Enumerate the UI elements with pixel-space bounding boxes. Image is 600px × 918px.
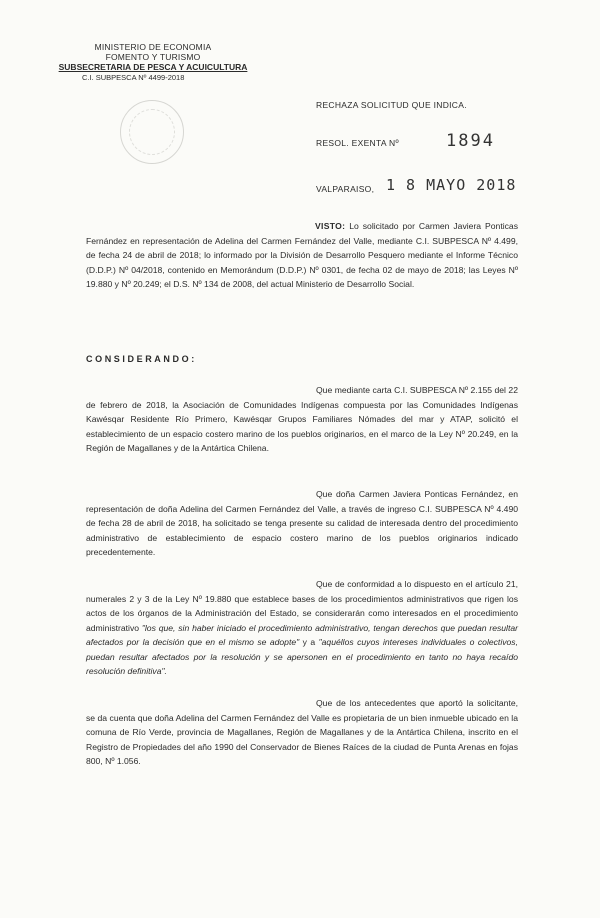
reference-number: C.I. SUBPESCA Nº 4499-2018	[82, 73, 185, 82]
resolution-label: RESOL. EXENTA Nº	[316, 138, 399, 148]
ministry-name: MINISTERIO DE ECONOMIA	[94, 42, 212, 52]
paragraph-1: Que mediante carta C.I. SUBPESCA Nº 2.155 del 22 de febrero de 2018, la Asociación de Comunidades Indígenas compuesta por las Comunidades Indígenas Kawésqar Residente Río Primero, Kawésqar Grupos Familiares Nómades del mar y ATAP, solicitó el establecimiento de un espacio costero marino de los pueblos originarios, en el marco de la Ley Nº 20.249, en la Región de Magallanes y de la Antártica Chilena.	[86, 385, 518, 453]
visto-label: VISTO:	[315, 221, 346, 231]
visto-text: Lo solicitado por Carmen Javiera Ponticas Fernández en representación de Adelina del Carmen Fernández del Valle, mediante C.I. SUBPESCA Nº 4.499, de fecha 24 de abril de 2018; lo informado por la División de Desarrollo Pesquero mediante el Informe Técnico (D.D.P.) Nº 04/2018, contenido en Memorándum (D.D.P.) Nº 0301, de fecha 02 de mayo de 2018; las Leyes Nº 19.880 y Nº 20.249; el D.S. Nº 134 de 2008, del actual Ministerio de Desarrollo Social.	[86, 221, 518, 289]
paragraph-3	[86, 577, 518, 679]
date-stamp: 1 8 MAYO 2018	[386, 176, 517, 194]
resolution-number: 1894	[446, 131, 495, 151]
paragraph-3-quote-2: "aquéllos cuyos intereses individuales o colectivos, puedan resultar afectados por la resolución y se apersonen en el procedimiento en tanto no haya recaído resolución definitiva".	[86, 637, 518, 676]
document-subject: RECHAZA SOLICITUD QUE INDICA.	[316, 100, 467, 110]
place-label: VALPARAISO,	[316, 184, 375, 194]
official-seal	[120, 100, 184, 164]
paragraph-3-connector: y a	[299, 637, 319, 647]
visto-section	[86, 219, 518, 292]
paragraph-4: Que de los antecedentes que aportó la solicitante, se da cuenta que doña Adelina del Carmen Fernández del Valle es propietaria de un bien inmueble ubicado en la comuna de Río Verde, provincia de Magallanes, Región de Magallanes y de la Antártica Chilena, inscrito en el Registro de Propiedades del año 1990 del Conservador de Bienes Raíces de la ciudad de Punta Arenas en fojas 800, Nº 1.056.	[86, 698, 518, 766]
considerando-heading: CONSIDERANDO:	[86, 354, 197, 364]
ministry-subname: FOMENTO Y TURISMO	[105, 52, 201, 62]
paragraph-3-quote-1: "los que, sin haber iniciado el procedimiento administrativo, tengan derechos que puedan resultar afectados por la decisión que en el mismo se adopte"	[86, 622, 518, 647]
paragraph-2: Que doña Carmen Javiera Ponticas Fernández, en representación de doña Adelina del Carmen Fernández del Valle, a través de ingreso C.I. SUBPESCA Nº 4.490 de fecha 28 de abril de 2018, ha solicitado se tenga presente su calidad de interesada dentro del procedimiento administrativo de establecimiento de espacio costero marino de los pueblos originarios indicado precedentemente.	[86, 489, 518, 557]
subsecretaria-name: SUBSECRETARIA DE PESCA Y ACUICULTURA	[58, 62, 248, 72]
paragraph-3-intro: Que de conformidad a lo dispuesto en el artículo 21, numerales 2 y 3 de la Ley Nº 19.880 que establece bases de los procedimientos administrativos que rigen los actos de los órganos de la Administración del Estado, se considerarán como interesados en el procedimiento administrativo	[86, 579, 518, 633]
letterhead	[58, 42, 248, 83]
